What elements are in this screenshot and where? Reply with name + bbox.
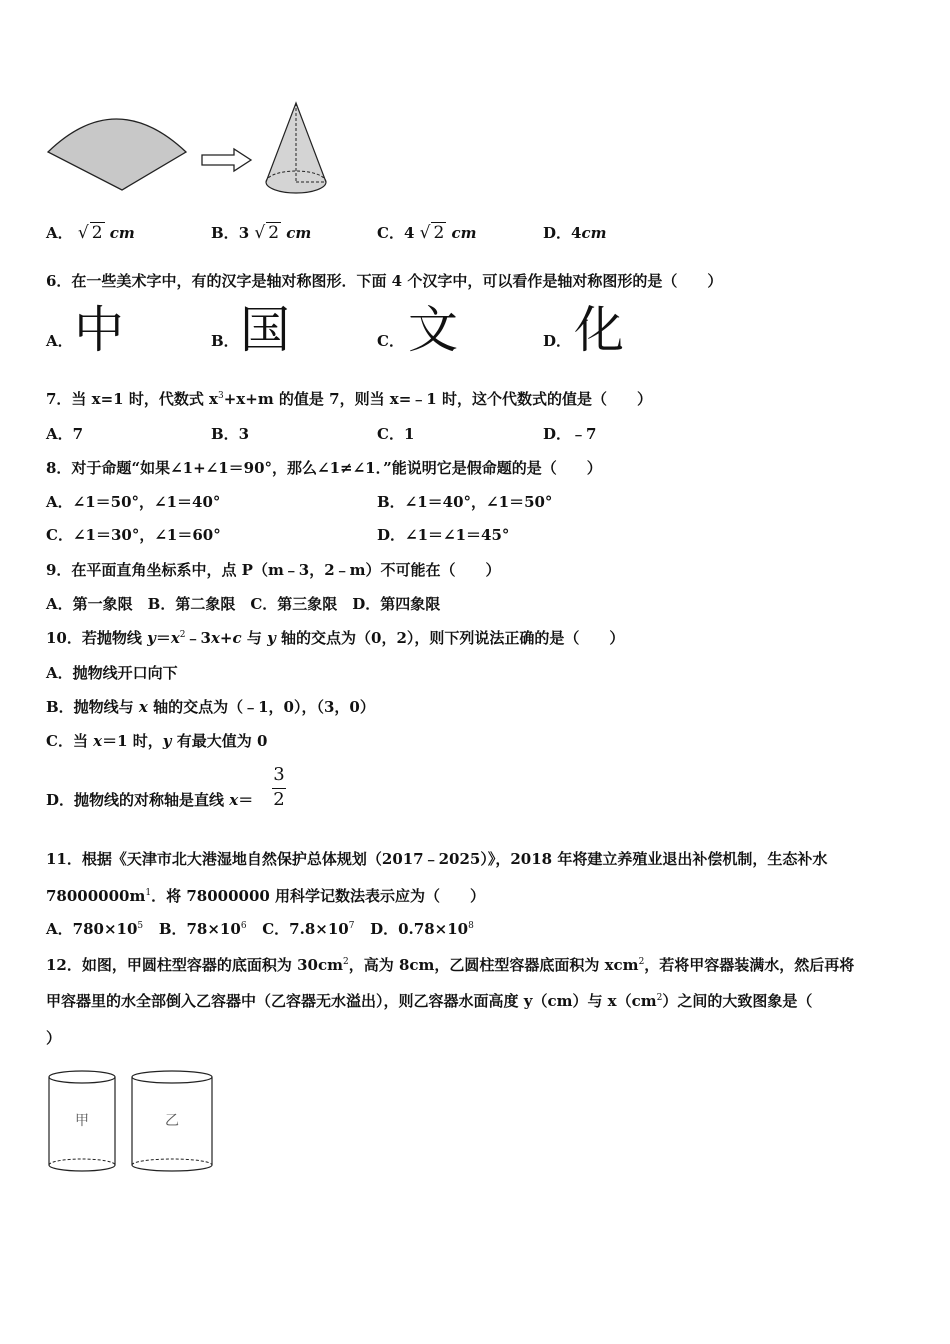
fraction-denominator: 2 bbox=[273, 789, 285, 810]
q8-option-c[interactable]: C．∠1＝30°，∠1＝60° bbox=[46, 526, 221, 544]
q9-stem: 9．在平面直角坐标系中，点 P（m﹣3，2﹣m）不可能在（ ） bbox=[46, 561, 501, 579]
q11-option-b: B．$78\times 10^6$ bbox=[158, 920, 247, 938]
sector-figure bbox=[44, 106, 194, 194]
q6-char-zhong[interactable]: 中 bbox=[74, 301, 124, 359]
q8-option-a[interactable]: A．∠1＝50°，∠1＝40° bbox=[46, 493, 221, 511]
q8-option-b[interactable]: B．∠1＝40°，∠1＝50° bbox=[377, 493, 553, 511]
q12-line3: ） bbox=[46, 1029, 62, 1047]
q10-option-d[interactable]: D．抛物线的对称轴是直线 x＝ bbox=[46, 791, 254, 809]
q5-option-d[interactable]: D．4cm bbox=[543, 224, 607, 242]
q11-option-d: D．$0.78\times 10^8$ bbox=[370, 920, 474, 938]
cone-shape bbox=[262, 100, 330, 198]
q6-option-d-label[interactable]: D． bbox=[543, 332, 572, 350]
sqrt-symbol: √ 2 bbox=[77, 223, 103, 243]
q5-option-b[interactable]: B．3 √ 2 cm bbox=[211, 223, 312, 243]
q11-line1: 11．根据《天津市北大港湿地自然保护总体规划（2017﹣2025）》，2018 年将建立养殖业退出补偿机制，生态补水 bbox=[46, 850, 828, 868]
q8-option-d[interactable]: D．∠1＝∠1＝45° bbox=[377, 526, 510, 544]
q11-option-c: C．$7.8\times 10^7$ bbox=[262, 920, 355, 938]
q12-line2: 甲容器里的水全部倒入乙容器中（乙容器无水溢出），则乙容器水面高度 y（cm）与 $x(cm^2)$之间的大致图象是（ bbox=[46, 992, 813, 1010]
q11-line2: $78000000m^1$．将 78000000 用科学记数法表示应为（ ） bbox=[46, 887, 486, 905]
q7-option-a[interactable]: A．7 bbox=[46, 425, 84, 443]
right-arrow-icon bbox=[200, 147, 254, 173]
q6-stem: 6．在一些美术字中，有的汉字是轴对称图形．下面 4 个汉字中，可以看作是轴对称图形的是（ ） bbox=[46, 272, 723, 290]
cylinder-jia-label: 甲 bbox=[75, 1113, 89, 1129]
q7-stem: 7．当 x=1 时，代数式 $x^3+x+m$ 的值是 7，则当 x=﹣1 时，这个代数式的值是（ ） bbox=[46, 390, 652, 408]
q7-option-b[interactable]: B．3 bbox=[211, 425, 250, 443]
cylinder-yi-label: 乙 bbox=[165, 1113, 179, 1129]
q6-option-a-label[interactable]: A． bbox=[46, 332, 73, 350]
q7-option-d[interactable]: D．﹣7 bbox=[543, 425, 597, 443]
q6-option-b-label[interactable]: B． bbox=[211, 332, 239, 350]
q5-option-c[interactable]: C．4 √ 2 cm bbox=[377, 223, 477, 243]
q8-stem: 8．对于命题“如果∠1+∠1＝90°，那么∠1≠∠1．”能说明它是假命题的是（ ） bbox=[46, 459, 602, 477]
q10-option-b[interactable]: B．抛物线与 x 轴的交点为（﹣1，0），（3，0） bbox=[46, 698, 375, 716]
q10-option-a[interactable]: A．抛物线开口向下 bbox=[46, 664, 178, 682]
sqrt-symbol: √ 2 bbox=[254, 223, 280, 243]
q9-options[interactable]: A．第一象限 B．第二象限 C．第三象限 D．第四象限 bbox=[46, 595, 441, 613]
q11-option-a: A．$780\times 10^5$ bbox=[46, 920, 144, 938]
q11-options[interactable] bbox=[46, 918, 474, 939]
q6-option-c-label[interactable]: C． bbox=[377, 332, 404, 350]
q10-option-c[interactable]: C．当 x＝1 时，y 有最大值为 0 bbox=[46, 732, 268, 750]
q10-stem: 10．若抛物线 $y=x^2﹣3x+c$ 与 y 轴的交点为（0，2），则下列说法正确的是（ ） bbox=[46, 629, 625, 647]
sector-shape bbox=[48, 119, 186, 190]
sqrt-symbol: √ 2 bbox=[419, 223, 445, 243]
q5-option-a[interactable]: A． √ 2 cm bbox=[46, 223, 135, 243]
q7-option-c[interactable]: C．1 bbox=[377, 425, 415, 443]
q6-char-wen[interactable]: 文 bbox=[408, 301, 458, 359]
q12-line1: 12．如图，甲圆柱型容器的底面积为 $30cm^2$，高为 8cm，乙圆柱型容器底面积为 xcm$^2$，若将甲容器装满水，然后再将 bbox=[46, 956, 855, 974]
q6-char-hua[interactable]: 化 bbox=[574, 301, 624, 359]
q6-char-guo[interactable]: 国 bbox=[240, 301, 290, 359]
fraction-numerator: 3 bbox=[273, 764, 285, 785]
